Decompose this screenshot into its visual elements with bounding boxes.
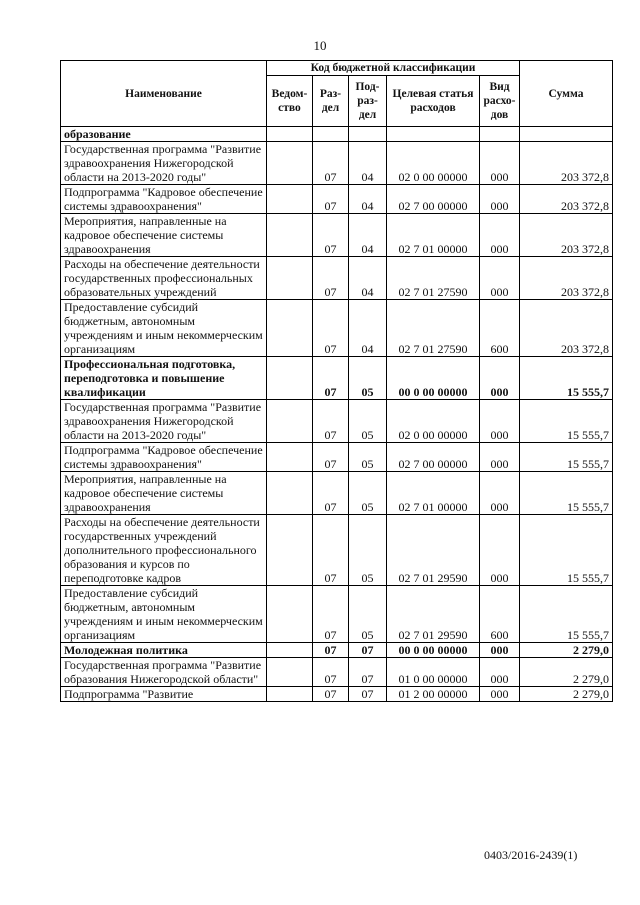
header-name: Наименование [61,61,267,127]
table-row [61,127,613,142]
cell-type: 600 [480,586,520,643]
cell-dept [267,300,313,357]
cell-type: 600 [480,300,520,357]
cell-sum: 2 279,0 [520,687,613,702]
cell-type: 000 [480,658,520,687]
table-header [61,61,613,127]
cell-sum: 15 555,7 [520,400,613,443]
cell-dept [267,142,313,185]
cell-subsection: 05 [349,400,387,443]
table-row [61,687,613,702]
cell-section: 07 [313,687,349,702]
table-row [61,300,613,357]
cell-target: 02 0 00 00000 [387,142,480,185]
cell-dept [267,400,313,443]
cell-section: 07 [313,257,349,300]
cell-target: 02 7 01 29590 [387,586,480,643]
cell-name: Государственная программа "Развитие здравоохранения Нижегородской области на 2013-2020 годы" [61,142,267,185]
cell-sum: 15 555,7 [520,472,613,515]
cell-sum: 15 555,7 [520,443,613,472]
table-row [61,214,613,257]
cell-dept [267,472,313,515]
cell-subsection: 04 [349,214,387,257]
cell-subsection: 04 [349,257,387,300]
table-row [61,357,613,400]
page-number: 10 [313,38,327,53]
cell-section: 07 [313,443,349,472]
cell-type: 000 [480,472,520,515]
cell-sum [520,127,613,142]
cell-subsection: 05 [349,357,387,400]
cell-dept [267,443,313,472]
cell-target: 01 0 00 00000 [387,658,480,687]
cell-name: образование [61,127,267,142]
cell-type [480,127,520,142]
cell-section: 07 [313,515,349,586]
cell-target: 02 7 00 00000 [387,443,480,472]
table-row [61,643,613,658]
cell-sum: 15 555,7 [520,515,613,586]
cell-subsection: 07 [349,687,387,702]
cell-name: Государственная программа "Развитие здравоохранения Нижегородской области на 2013-2020 годы" [61,400,267,443]
cell-target [387,127,480,142]
cell-sum: 203 372,8 [520,300,613,357]
cell-dept [267,127,313,142]
cell-type: 000 [480,400,520,443]
cell-sum: 203 372,8 [520,214,613,257]
cell-name: Подпрограмма "Развитие [61,687,267,702]
header-code-group: Код бюджетной классификации [267,61,520,76]
cell-target: 00 0 00 00000 [387,643,480,658]
cell-target: 02 7 01 29590 [387,515,480,586]
cell-type: 000 [480,443,520,472]
cell-sum: 2 279,0 [520,658,613,687]
cell-subsection: 07 [349,643,387,658]
cell-section: 07 [313,643,349,658]
cell-type: 000 [480,257,520,300]
header-subsection: Под-раз-дел [349,76,387,127]
cell-section: 07 [313,142,349,185]
cell-sum: 15 555,7 [520,357,613,400]
cell-section: 07 [313,185,349,214]
cell-dept [267,357,313,400]
table-row [61,142,613,185]
cell-section: 07 [313,300,349,357]
cell-type: 000 [480,643,520,658]
cell-target: 01 2 00 00000 [387,687,480,702]
table-row [61,257,613,300]
cell-section: 07 [313,214,349,257]
cell-target: 02 7 01 00000 [387,472,480,515]
table-row [61,586,613,643]
header-section: Раз-дел [313,76,349,127]
table-body [61,127,613,702]
cell-name: Подпрограмма "Кадровое обеспечение системы здравоохранения" [61,185,267,214]
cell-sum: 15 555,7 [520,586,613,643]
budget-table [60,60,613,702]
cell-name: Мероприятия, направленные на кадровое обеспечение системы здравоохранения [61,472,267,515]
header-type: Вид расхо-дов [480,76,520,127]
cell-section: 07 [313,357,349,400]
cell-subsection: 05 [349,586,387,643]
table-row [61,472,613,515]
header-sum: Сумма [520,61,613,127]
cell-subsection: 04 [349,300,387,357]
cell-name: Расходы на обеспечение деятельности государственных учреждений дополнительного профессионального образования и курсов по переподготовке кадров [61,515,267,586]
cell-dept [267,643,313,658]
cell-dept [267,687,313,702]
cell-name: Государственная программа "Развитие образования Нижегородской области" [61,658,267,687]
cell-dept [267,658,313,687]
cell-name: Профессиональная подготовка, переподготовка и повышение квалификации [61,357,267,400]
cell-name: Молодежная политика [61,643,267,658]
header-dept: Ведом-ство [267,76,313,127]
cell-name: Мероприятия, направленные на кадровое обеспечение системы здравоохранения [61,214,267,257]
cell-section: 07 [313,658,349,687]
cell-target: 02 7 01 27590 [387,257,480,300]
cell-sum: 2 279,0 [520,643,613,658]
cell-target: 02 7 00 00000 [387,185,480,214]
cell-sum: 203 372,8 [520,185,613,214]
cell-target: 02 0 00 00000 [387,400,480,443]
cell-type: 000 [480,142,520,185]
cell-subsection: 05 [349,443,387,472]
cell-sum: 203 372,8 [520,142,613,185]
table-row [61,185,613,214]
cell-type: 000 [480,214,520,257]
cell-dept [267,214,313,257]
cell-section: 07 [313,586,349,643]
cell-dept [267,257,313,300]
cell-subsection: 05 [349,472,387,515]
cell-target: 02 7 01 27590 [387,300,480,357]
table-row [61,443,613,472]
cell-name: Подпрограмма "Кадровое обеспечение системы здравоохранения" [61,443,267,472]
cell-name: Предоставление субсидий бюджетным, автономным учреждениям и иным некоммерческим организациям [61,300,267,357]
cell-dept [267,185,313,214]
cell-section [313,127,349,142]
table-row [61,400,613,443]
cell-name: Расходы на обеспечение деятельности государственных профессиональных образовательных учреждений [61,257,267,300]
cell-type: 000 [480,185,520,214]
cell-target: 02 7 01 00000 [387,214,480,257]
table-row [61,515,613,586]
cell-subsection [349,127,387,142]
cell-target: 00 0 00 00000 [387,357,480,400]
cell-sum: 203 372,8 [520,257,613,300]
cell-subsection: 04 [349,185,387,214]
cell-subsection: 05 [349,515,387,586]
cell-name: Предоставление субсидий бюджетным, автономным учреждениям и иным некоммерческим организациям [61,586,267,643]
header-target: Целевая статья расходов [387,76,480,127]
cell-type: 000 [480,687,520,702]
document-code: 0403/2016-2439(1) [484,848,578,862]
cell-section: 07 [313,472,349,515]
cell-type: 000 [480,357,520,400]
cell-subsection: 04 [349,142,387,185]
table-row [61,658,613,687]
cell-dept [267,586,313,643]
cell-type: 000 [480,515,520,586]
cell-dept [267,515,313,586]
cell-subsection: 07 [349,658,387,687]
cell-section: 07 [313,400,349,443]
